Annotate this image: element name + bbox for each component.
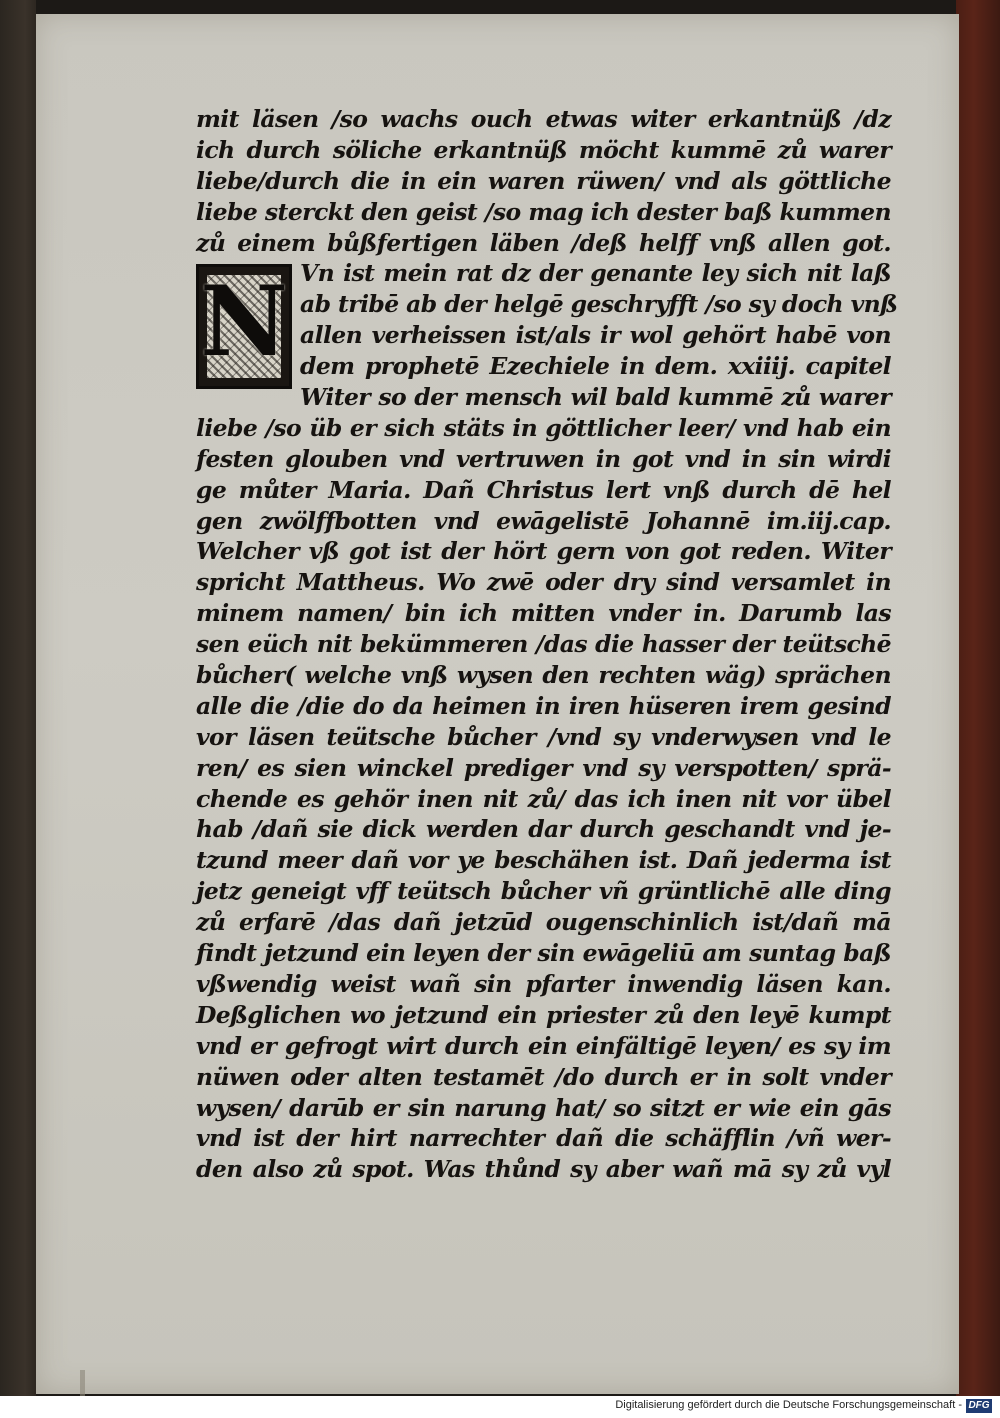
text-line: sen eüch nit bekümmeren /das die hasser der teütschē bbox=[196, 630, 891, 659]
page-text bbox=[196, 104, 898, 1185]
text-line: vnd ist der hirt narrechter dañ die schäfflin /vñ wer- bbox=[196, 1124, 891, 1153]
text-line: hab /dañ sie dick werden dar durch geschandt vnd je- bbox=[196, 815, 891, 844]
text-line: Welcher vß got ist der hört gern von got reden. Witer bbox=[196, 537, 891, 566]
text-line: Deßglichen wo jetzund ein priester zů den leyē kumpt bbox=[196, 1000, 891, 1029]
text-line: ge můter Maria. Dañ Christus lert vnß durch dē hel bbox=[196, 475, 891, 504]
text-line: Witer so der mensch wil bald kummē zů warer bbox=[300, 383, 891, 412]
gutter-mark bbox=[80, 1370, 85, 1398]
text-line: wysen/ darūb er sin narung hat/ so sitzt er wie ein gās bbox=[196, 1093, 891, 1122]
text-line: ab tribē ab der helgē geschryfft /so sy doch vnß bbox=[300, 290, 898, 319]
text-line: alle die /die do da heimen in iren hüseren irem gesind bbox=[196, 691, 891, 720]
text-line: vßwendig weist wañ sin pfarter inwendig läsen kan. bbox=[196, 969, 891, 998]
text-line: zů einem bůßfertigen läben /deß helff vnß allen got. bbox=[196, 228, 891, 257]
funding-credit: Digitalisierung gefördert durch die Deutsche Forschungsgemeinschaft - bbox=[615, 1399, 962, 1411]
text-line: ich durch söliche erkantnüß möcht kummē zů warer bbox=[196, 135, 891, 164]
text-line: jetz geneigt vff teütsch bůcher vñ grüntlichē alle ding bbox=[196, 877, 891, 906]
text-line: liebe/durch die in ein waren rüwen/ vnd als göttliche bbox=[196, 166, 891, 195]
text-line: ren/ es sien winckel prediger vnd sy verspotten/ sprä- bbox=[196, 753, 891, 782]
text-line: tzund meer dañ vor ye beschähen ist. Dañ jederma ist bbox=[196, 846, 891, 875]
initial-letter: N bbox=[200, 265, 288, 378]
footer-bar bbox=[0, 1396, 1000, 1418]
text-line: dem prophetē Ezechiele in dem. xxiiij. capitel bbox=[300, 352, 891, 381]
text-line: minem namen/ bin ich mitten vnder in. Darumb las bbox=[196, 599, 891, 628]
text-line: allen verheissen ist/als ir wol gehört habē von bbox=[300, 321, 891, 350]
text-line: findt jetzund ein leyen der sin ewāgeliū am suntag baß bbox=[196, 939, 891, 968]
dfg-logo: DFG bbox=[966, 1399, 992, 1413]
text-line: bůcher( welche vnß wysen den rechten wäg) sprächen bbox=[196, 661, 891, 690]
text-line: vor läsen teütsche bůcher /vnd sy vnderwysen vnd le bbox=[196, 722, 891, 751]
text-line: mit läsen /so wachs ouch etwas witer erkantnüß /dz bbox=[196, 105, 891, 133]
text-line: vnd er gefrogt wirt durch ein einfältigē leyen/ es sy im bbox=[196, 1031, 891, 1060]
text-line: festen glouben vnd vertruwen in got vnd in sin wirdi bbox=[196, 444, 891, 473]
text-line: chende es gehör inen nit zů/ das ich inen nit vor übel bbox=[196, 784, 891, 813]
text-line: liebe /so üb er sich stäts in göttlicher leer/ vnd hab ein bbox=[196, 413, 891, 442]
text-line: spricht Mattheus. Wo zwē oder dry sind versamlet in bbox=[196, 568, 891, 597]
text-line: gen zwölffbotten vnd ewāgelistē Johannē im.iij.cap. bbox=[196, 506, 891, 535]
text-line: nüwen oder alten testamēt /do durch er in solt vnder bbox=[196, 1062, 891, 1091]
text-line: den also zů spot. Was thůnd sy aber wañ mā sy zů vyl bbox=[196, 1155, 891, 1184]
text-line: liebe sterckt den geist /so mag ich dester baß kummen bbox=[196, 197, 891, 226]
text-line: zů erfarē /das dañ jetzūd ougenschinlich ist/dañ mā bbox=[196, 908, 891, 937]
text-line: Vn ist mein rat dz der genante ley sich nit laß bbox=[300, 259, 891, 288]
scan-background-left bbox=[0, 0, 36, 1418]
book-cover-edge bbox=[956, 0, 1000, 1418]
